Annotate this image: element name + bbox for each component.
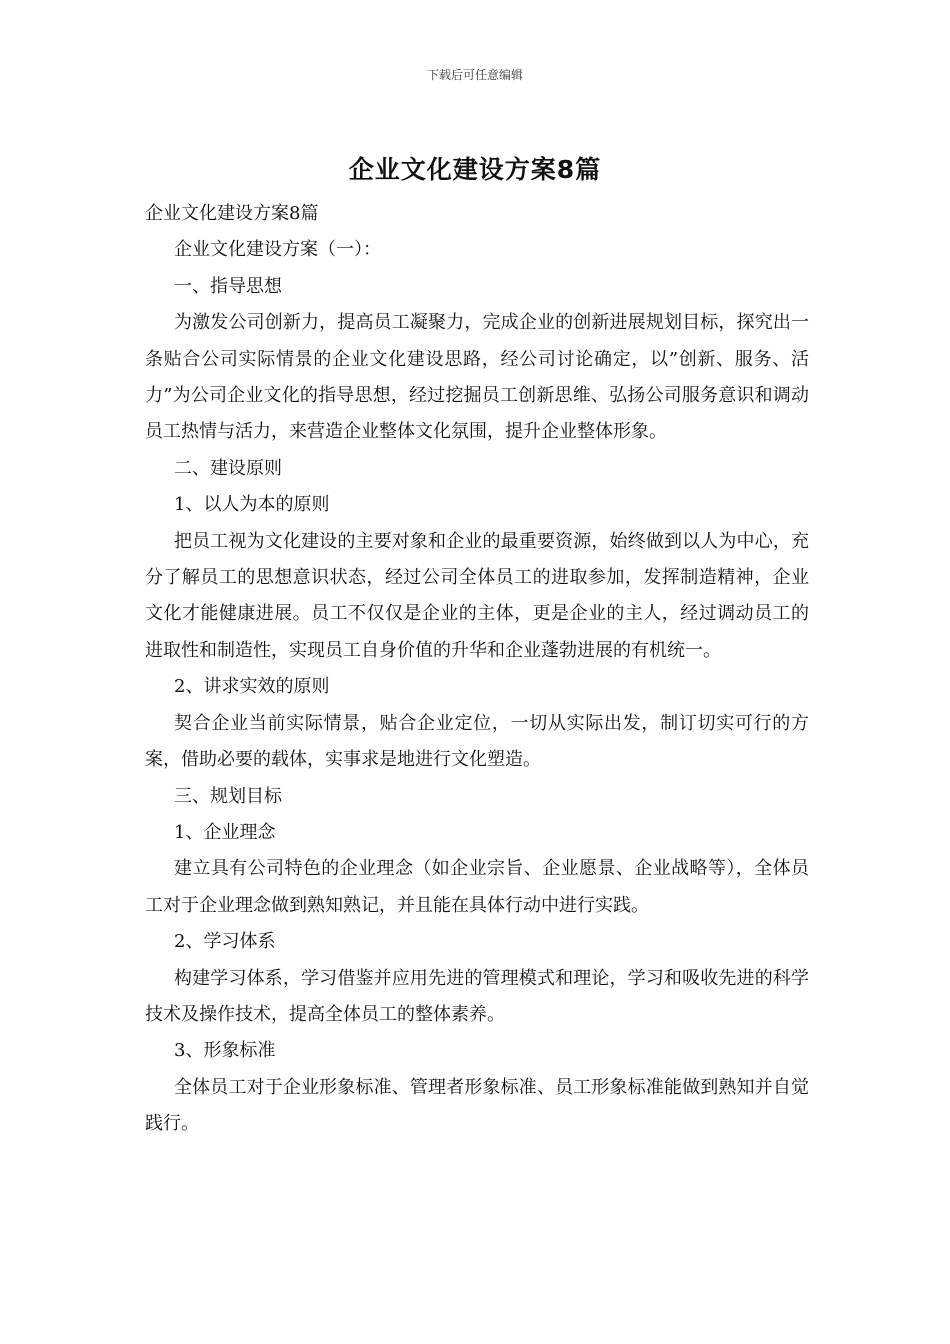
paragraph: 建立具有公司特色的企业理念（如企业宗旨、企业愿景、企业战略等），全体员工对于企业理念做到熟知熟记，并且能在具体行动中进行实践。	[145, 858, 809, 916]
page-header-note: 下载后可任意编辑	[426, 68, 523, 82]
paragraph: 企业文化建设方案8篇	[145, 203, 319, 224]
paragraph: 1、以人为本的原则	[174, 494, 330, 516]
paragraph: 二、建设原则	[174, 457, 282, 479]
document-body	[145, 196, 809, 1143]
paragraph: 三、规划目标	[174, 785, 282, 807]
paragraph: 1、企业理念	[174, 821, 276, 843]
paragraph: 构建学习体系，学习借鉴并应用先进的管理模式和理论，学习和吸收先进的科学技术及操作技术，提高全体员工的整体素养。	[145, 967, 809, 1025]
paragraph: 一、指导思想	[174, 275, 282, 297]
paragraph: 企业文化建设方案（一）：	[174, 239, 381, 261]
paragraph: 2、讲求实效的原则	[174, 676, 330, 698]
paragraph: 3、形象标准	[174, 1040, 276, 1062]
paragraph: 2、学习体系	[174, 931, 276, 953]
paragraph: 把员工视为文化建设的主要对象和企业的最重要资源，始终做到以人为中心，充分了解员工的思想意识状态，经过公司全体员工的进取参加，发挥制造精神，企业文化才能健康进展。员工不仅仅是企业的主体，更是企业的主人，经过调动员工的进取性和制造性，实现员工自身价值的升华和企业蓬勃进展的有机统一。	[145, 530, 809, 661]
paragraph: 为激发公司创新力，提高员工凝聚力，完成企业的创新进展规划目标，探究出一条贴合公司实际情景的企业文化建设思路，经公司讨论确定，以”创新、服务、活力”为公司企业文化的指导思想，经过挖掘员工创新思维、弘扬公司服务意识和调动员工热情与活力，来营造企业整体文化氛围，提升企业整体形象。	[145, 312, 809, 443]
paragraph: 契合企业当前实际情景，贴合企业定位，一切从实际出发，制订切实可行的方案，借助必要的载体，实事求是地进行文化塑造。	[145, 712, 809, 771]
document-title: 企业文化建设方案8篇	[348, 155, 602, 184]
paragraph: 全体员工对于企业形象标准、管理者形象标准、员工形象标准能做到熟知并自觉践行。	[145, 1076, 809, 1135]
